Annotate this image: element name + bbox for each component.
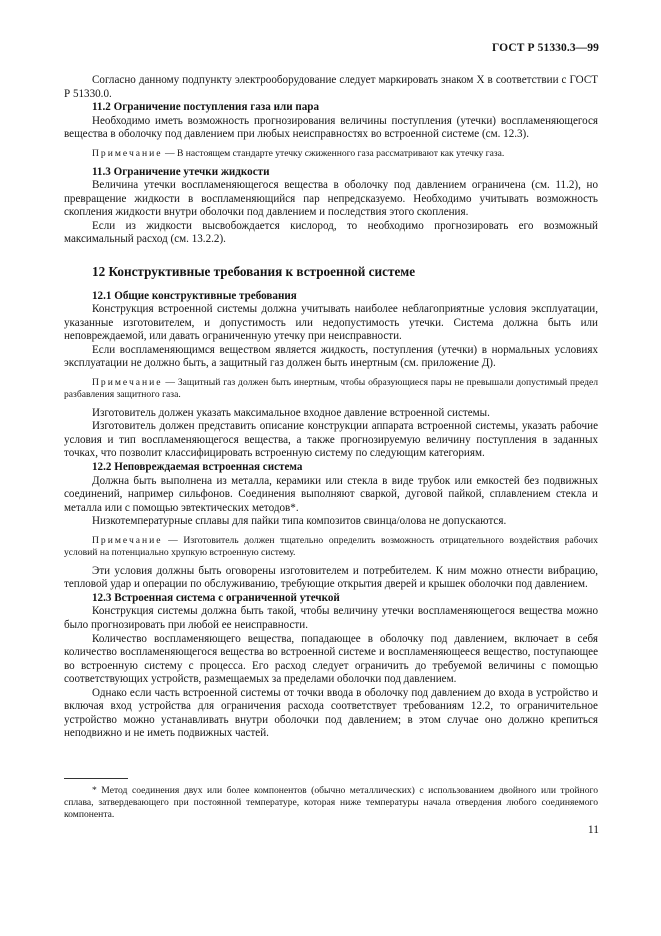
note-text: — Изготовитель должен тщательно определить возможность отрицательного воздействия рабочих условий на потенциально хрупкую встроенную систему. bbox=[64, 534, 598, 558]
subsection-heading-12-1: 12.1 Общие конструктивные требования bbox=[92, 289, 297, 302]
section-heading-12: 12 Конструктивные требования к встроенной системе bbox=[92, 264, 416, 280]
note-label: Примечание bbox=[92, 376, 163, 388]
paragraph: Конструкция встроенной системы должна учитывать наиболее неблагоприятные условия эксплуатации, указанные изготовителем, и допустимость или недопустимость утечки. Система должна быть или неповреждаемой, или давать ограниченную утечку при неисправности. bbox=[64, 303, 598, 343]
document-body bbox=[64, 74, 598, 741]
note-text: — В настоящем стандарте утечку сжиженного газа рассматривают как утечку газа. bbox=[162, 147, 505, 159]
paragraph: Если воспламеняющимся веществом является жидкость, поступления (утечки) в нормальных условиях эксплуатации не должно быть, а защитный газ должен быть инертным (см. приложение Д). bbox=[64, 343, 598, 370]
footnote: * Метод соединения двух или более компонентов (обычно металлических) с использованием двойного или тройного сплава, затвердевающего при постоянной температуре, которая ниже температуры начала отвердения любого соединяемого компонента. bbox=[64, 785, 598, 820]
paragraph: Согласно данному подпункту электрооборудование следует маркировать знаком X в соответствии с ГОСТ Р 51330.0. bbox=[64, 74, 598, 100]
page-number: 11 bbox=[587, 824, 599, 836]
subsection-heading-12-3: 12.3 Встроенная система с ограниченной утечкой bbox=[92, 591, 340, 604]
paragraph: Величина утечки воспламеняющегося вещества в оболочку под давлением ограничена (см. 11.2), но превращение жидкости в воспламеняющийся пар непредсказуемо. Необходимо учитывать возможность скопления жидкости внутри оболочки под давлением и последствия этого скопления. bbox=[64, 179, 598, 219]
subsection-heading-11-2: 11.2 Ограничение поступления газа или пара bbox=[92, 101, 320, 114]
paragraph: Эти условия должны быть оговорены изготовителем и потребителем. К ним можно отнести вибрацию, тепловой удар и операции по обслуживанию, требующие открытия дверей и крышек оболочки под давлением. bbox=[64, 564, 598, 591]
subsection-heading-12-2: 12.2 Неповреждаемая встроенная система bbox=[92, 461, 303, 474]
paragraph: Однако если часть встроенной системы от точки ввода в оболочку под давлением до входа в устройство и включая вход устройства для ограничения расхода соответствует требованиям 12.2, то ограничительное устройство можно устанавливать внутри оболочки под давлением; в этом случае оно должно крепиться неподвижно и не иметь подвижных частей. bbox=[64, 686, 598, 740]
paragraph: Изготовитель должен указать максимальное входное давление встроенной системы. bbox=[92, 406, 490, 419]
note bbox=[64, 535, 598, 559]
paragraph: Низкотемпературные сплавы для пайки типа композитов свинца/олова не допускаются. bbox=[92, 515, 507, 528]
paragraph: Конструкция системы должна быть такой, чтобы величину утечки воспламеняющегося вещества можно было прогнозировать при любой ее неисправности. bbox=[64, 605, 598, 631]
document-code: ГОСТ Р 51330.3—99 bbox=[492, 42, 599, 54]
paragraph: Должна быть выполнена из металла, керамики или стекла в виде трубок или емкостей без подвижных соединений, например сильфонов. Соединения выполняют сваркой, дуговой пайкой, сплавлением стекла и металла или с помощью эвтектических методов*. bbox=[64, 474, 598, 514]
note bbox=[64, 148, 598, 160]
note-label: Примечание bbox=[92, 147, 163, 159]
subsection-heading-11-3: 11.3 Ограничение утечки жидкости bbox=[92, 165, 270, 178]
footnote-divider bbox=[64, 778, 128, 779]
paragraph: Количество воспламеняющего вещества, попадающее в оболочку под давлением, включает в себя количество воспламеняющегося вещества во встроенной системе и воспламеняющееся вещество, поступающее во встроенную систему с процесса. Его расход следует ограничить до требуемой величины с помощью соответствующих устройств, размещаемых за пределами оболочки под давлением. bbox=[64, 632, 598, 686]
note-text: — Защитный газ должен быть инертным, чтобы образующиеся пары не превышали допустимый предел разбавления защитного газа. bbox=[64, 376, 598, 400]
note-label: Примечание bbox=[92, 534, 163, 546]
paragraph: Если из жидкости высвобождается кислород, то необходимо прогнозировать его возможный максимальный расход (см. 13.2.2). bbox=[64, 219, 598, 246]
paragraph: Изготовитель должен представить описание конструкции аппарата встроенной системы, указать рабочие условия и тип воспламеняющегося вещества, а также прогнозируемую величину поступления в заданных точках, что позволит классифицировать встроенную систему по следующим категориям. bbox=[64, 420, 598, 460]
paragraph: Необходимо иметь возможность прогнозирования величины поступления (утечки) воспламеняющегося вещества в оболочку под давлением при любых неисправностях во встроенной системе (см. 12.3). bbox=[64, 114, 598, 141]
note bbox=[64, 377, 598, 401]
